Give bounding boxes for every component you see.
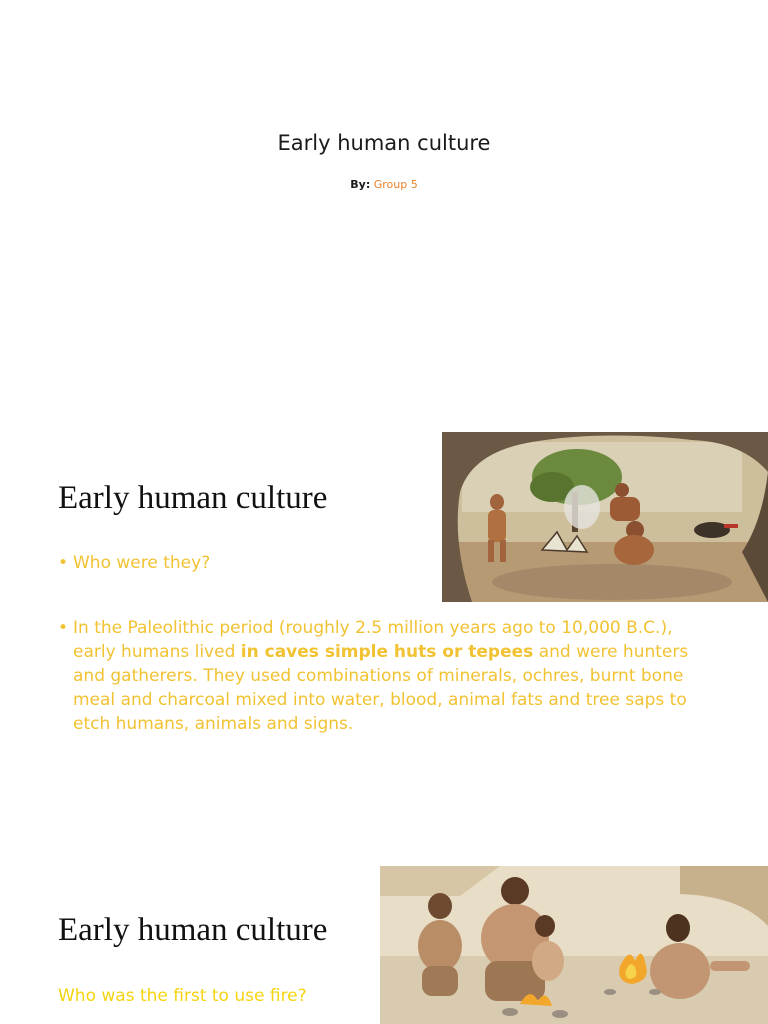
- cave-illustration-svg: [442, 432, 768, 602]
- title-slide: [0, 0, 768, 400]
- bullet-item: [58, 616, 708, 736]
- campfire-illustration-image: [380, 866, 768, 1024]
- slide-title: Early human culture: [58, 912, 328, 948]
- slide-title: Early human culture: [58, 480, 328, 516]
- campfire-illustration-svg: [380, 866, 768, 1024]
- content-slide-fire: [0, 820, 768, 1024]
- fire-question: Who was the first to use fire?: [58, 986, 307, 1006]
- slide-title: Early human culture: [277, 131, 491, 155]
- group-name: Group 5: [373, 178, 418, 191]
- bullet-text: and were hunters and gatherers. They used combinations of minerals, ochres, burnt bone meal and charcoal mixed into water, blood, animal fats and tree saps to etch humans, animals and signs.: [73, 642, 689, 734]
- bullet-bold-text: in caves simple huts or tepees: [240, 642, 534, 662]
- bullet-item: • Who were they?: [58, 551, 708, 575]
- by-label: By:: [350, 178, 371, 191]
- content-slide-who: [0, 400, 768, 820]
- slide-subtitle: [0, 178, 768, 191]
- bullet-text: In the Paleolithic period (roughly 2.5 million years ago to 10,000 B.C.), early humans lived: [73, 618, 673, 662]
- bullet-list: [58, 616, 708, 736]
- cave-illustration-image: [442, 432, 768, 602]
